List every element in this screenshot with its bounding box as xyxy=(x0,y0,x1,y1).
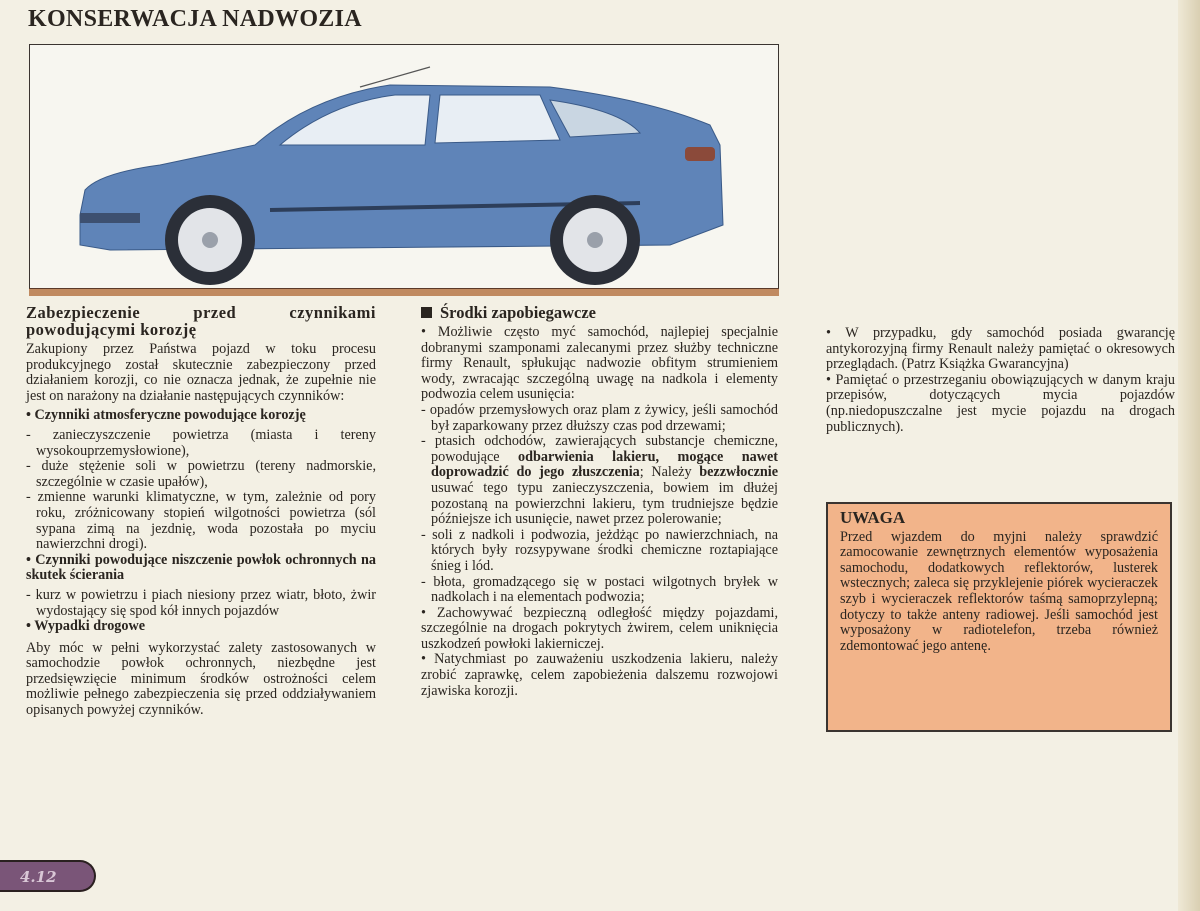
bold-text: bezzwłocznie xyxy=(699,464,778,481)
list-item: - zanieczyszczenie powietrza (miasta i tereny wysokouprzemysłowione), xyxy=(26,426,376,459)
regulations-paragraph: • Pamiętać o przestrzeganiu obowiązujących w danym kraju przepisów, dotyczących mycia pojazdów (np.niedopuszczalne jest mycie pojazdu na drogach publicznych). xyxy=(826,371,1175,435)
wash-paragraph: • Możliwie często myć samochód, najlepiej specjalnie dobranymi szamponami zalecanymi przez służby techniczne firmy Renault, spłukując nadwozie obfitym strumieniem wody, zwracając szczególną uwagę na nadkola i elementy podwozia celem usunięcia: xyxy=(421,324,778,403)
page-number-tab: 4.12 xyxy=(0,860,96,892)
accidents-heading: • Wypadki drogowe xyxy=(26,618,146,635)
section-heading-corrosion: Zabezpieczenie przed czynnikami powodującymi korozję xyxy=(26,303,376,339)
warranty-paragraph: • W przypadku, gdy samochód posiada gwarancję antykorozyjną firmy Renault należy pamiętać o okresowych przeglądach. (Patrz Książka Gwarancyjna) xyxy=(826,325,1175,373)
list-item: - błota, gromadzącego się w postaci wilgotnych bryłek w nadkolach i na elementach podwozia; xyxy=(421,573,778,606)
list-item xyxy=(421,434,778,528)
car-side-view-image xyxy=(30,45,777,290)
list-item: - duże stężenie soli w powietrzu (tereny nadmorskie, szczególnie w czasie upałów), xyxy=(26,458,376,490)
distance-paragraph: • Zachowywać bezpieczną odległość między pojazdami, szczególnie na drogach pokrytych żwirem, celem uniknięcia uszkodzeń powłoki lakierniczej. xyxy=(421,604,778,652)
warning-box xyxy=(826,502,1172,732)
page-title: KONSERWACJA NADWOZIA xyxy=(28,6,362,32)
bold-text: odbarwienia lakieru, mogące nawet doprowadzić do jego złuszczenia xyxy=(431,448,778,481)
square-bullet-icon xyxy=(421,307,432,318)
atmospheric-heading: • Czynniki atmosferyczne powodujące korozję xyxy=(26,407,306,424)
text: ; Należy xyxy=(639,464,700,481)
list-item: - opadów przemysłowych oraz plam z żywicy, jeśli samochód był zaparkowany przez dłuższy czas pod drzewami; xyxy=(421,401,778,434)
text: - ptasich odchodów, zawierających substancje chemiczne, powodujące xyxy=(421,433,778,465)
closing-paragraph: Aby móc w pełni wykorzystać zalety zastosowanych w samochodzie powłok ochronnych, niezbędne jest przedsięwzięcie minimum środków ostrożności celem możliwie pełnego zabezpieczenia się przed oddziaływaniem opisanych powyżej czynników. xyxy=(26,639,376,719)
list-item: - soli z nadkoli i podwozia, jeżdżąc po nawierzchniach, na których były rozsypywane środki chemiczne roztapiające śnieg i lód. xyxy=(421,526,778,574)
list-item: - kurz w powietrzu i piach niesiony przez wiatr, błoto, żwir wydostający się spod kół innych pojazdów xyxy=(26,586,376,619)
warning-title: UWAGA xyxy=(840,508,906,527)
figure-bottom-bar xyxy=(29,288,779,296)
text: usuwać tego typu zanieczyszczenia, bowiem im dłużej pozostaną na powierzchni lakieru, tym trudniejsze będzie późniejsze ich usunięcie, nawet przez polerowanie; xyxy=(431,479,778,528)
abrasion-heading: • Czynniki powodujące niszczenie powłok ochronnych na skutek ścierania xyxy=(26,551,376,584)
car-illustration xyxy=(29,44,779,294)
touchup-paragraph: • Natychmiast po zauważeniu uszkodzenia lakieru, należy zrobić zaprawkę, celem zapobieżenia dalszemu rozwojowi zjawiska korozji. xyxy=(421,651,778,699)
list-item: - zmienne warunki klimatyczne, w tym, zależnie od pory roku, zróżnicowany stopień wilgotności powietrza (sól sypana zimą na jezdnię, woda pozostała po myciu nawierzchni drogi). xyxy=(26,489,376,553)
middle-column xyxy=(421,304,778,703)
section-heading-prevention: Środki zapobiegawcze xyxy=(440,303,596,322)
intro-paragraph: Zakupiony przez Państwa pojazd w toku procesu produkcyjnego został skutecznie zabezpieczony przed działaniem korozji, co nie oznacza jednak, że zupełnie nie jest on narażony na działanie następujących czynników: xyxy=(26,341,376,404)
right-column xyxy=(826,326,1175,439)
warning-text: Przed wjazdem do myjni należy sprawdzić zamocowanie zewnętrznych elementów wyposażenia samochodu, dodatkowych reflektorów, lusterek wstecznych; zaleca się przyklejenie piórek wycieraczek szyb i wycieraczek reflektorów taśmą samoprzylepną; dotyczy to także anteny radiowej. Jeśli samochód jest wyposażony w radiotelefon, trzeba również zdemontować jego antenę. xyxy=(840,528,1158,654)
left-column xyxy=(26,304,376,723)
page-edge xyxy=(1178,0,1200,911)
